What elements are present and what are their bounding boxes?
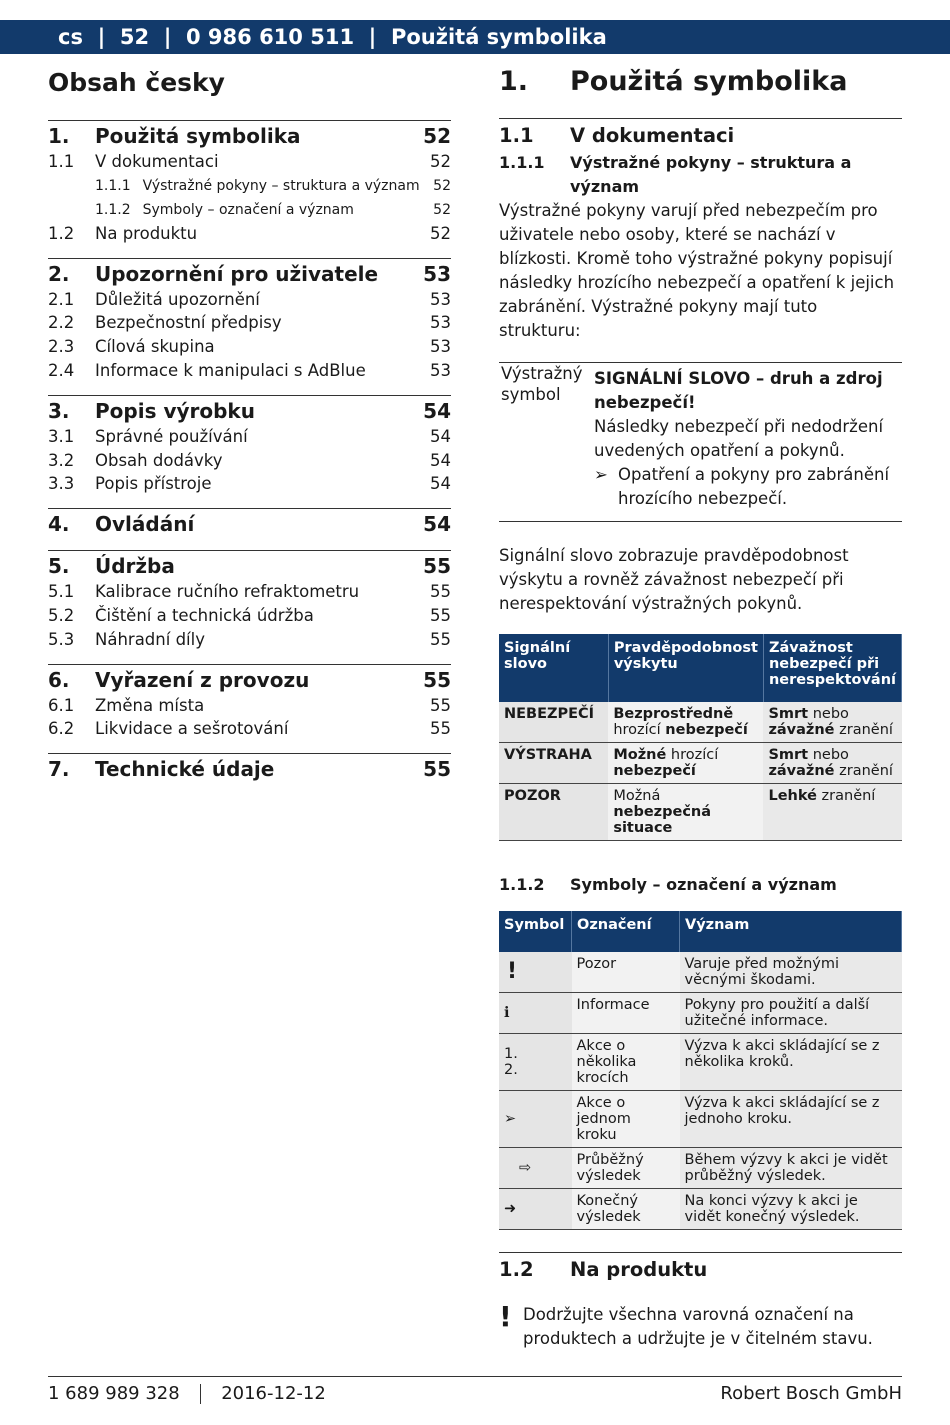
main-content [499, 66, 902, 1351]
cell-text: nebo [808, 706, 849, 722]
table-row [499, 784, 902, 841]
consequence-text: Následky nebezpečí při nedodržení uvedených opatření a pokynů. [594, 417, 884, 460]
toc-page: 55 [430, 605, 451, 625]
toc-title-text: Obsah dodávky [95, 450, 223, 470]
toc-number: 1.1 [48, 152, 75, 171]
toc-page: 55 [430, 719, 451, 739]
toc-title-text: Na produktu [95, 223, 198, 243]
subsubsection-number: 1.1.1 [499, 153, 545, 172]
symbol-table-header: Význam [680, 911, 902, 952]
single-step-arrow-icon: ➢ [499, 1091, 572, 1148]
toc-number: 2.3 [48, 337, 75, 357]
toc-page: 53 [430, 289, 451, 309]
toc-entry[interactable] [48, 604, 451, 628]
toc-page: 53 [430, 313, 451, 333]
subsubsection-title: Výstražné pokyny – struktura a význam [570, 153, 852, 196]
symbol-name: Konečný výsledek [572, 1189, 680, 1230]
table-row [499, 1034, 902, 1091]
table-row [499, 993, 902, 1034]
toc-title-text: Technické údaje [95, 757, 275, 782]
cell-text: nebezpečná situace [613, 804, 712, 836]
cell-text: Lehké [768, 788, 817, 804]
toc-title-text: Změna místa [95, 695, 205, 715]
cell-text: nebezpečí [665, 722, 748, 738]
toc-number: 6.2 [48, 719, 75, 739]
cell-text: nebo [808, 747, 849, 763]
cell-text: Smrt [768, 706, 809, 722]
toc-entry[interactable] [48, 449, 451, 473]
toc-title-text: Náhradní díly [95, 629, 205, 649]
toc-page: 55 [423, 757, 451, 782]
symbol-name: Pozor [572, 952, 680, 993]
toc-title-text: Bezpečnostní předpisy [95, 313, 282, 333]
severity-cell [763, 702, 901, 743]
cell-text: zranění [834, 763, 893, 779]
intermediate-result-icon: ⇨ [499, 1148, 572, 1189]
toc-number: 2.1 [48, 289, 75, 309]
toc-section [48, 120, 451, 246]
cell-text: Bezprostředně [613, 706, 734, 722]
severity-cell [763, 784, 901, 841]
subsubsection-heading [499, 151, 902, 199]
cell-text: Smrt [768, 747, 809, 763]
toc-entry[interactable] [48, 150, 451, 174]
toc-number: 6.1 [48, 695, 75, 715]
symbol-table [499, 911, 902, 1230]
toc-title-text: Likvidace a sešrotování [95, 719, 289, 739]
table-row [499, 1148, 902, 1189]
toc-title-text: Důležitá upozornění [95, 289, 260, 309]
subsection-heading-2 [499, 1255, 902, 1285]
subsection-number: 1.2 [499, 1258, 534, 1281]
toc-number: 3.1 [48, 426, 75, 446]
table-row [499, 1189, 902, 1230]
toc-number: 5.2 [48, 605, 75, 625]
table-row [499, 1091, 902, 1148]
toc-entry[interactable] [48, 628, 451, 652]
toc-entry[interactable] [48, 472, 451, 496]
symbol-name: Akce o jednom kroku [572, 1091, 680, 1148]
product-note [499, 1300, 902, 1351]
table-row [499, 702, 902, 743]
toc-entry[interactable] [48, 261, 451, 288]
signal-word: VÝSTRAHA [499, 743, 608, 784]
toc-number: 1. [48, 124, 70, 148]
measure-text: Opatření a pokyny pro zabránění hrozícího nebezpečí. [618, 465, 890, 508]
toc-page: 54 [423, 512, 451, 537]
toc-page: 53 [423, 261, 451, 286]
signal-intro-paragraph: Signální slovo zobrazuje pravděpodobnost výskytu a rovněž závažnost nebezpečí při nerespektování výstražných pokynů. [499, 546, 849, 613]
toc-entry[interactable] [48, 222, 451, 246]
cell-text: hrozící [613, 722, 666, 738]
section-number: 1. [499, 66, 529, 97]
info-icon: ℹ [499, 993, 572, 1034]
toc-number: 1.2 [48, 223, 75, 243]
toc-page: 54 [430, 426, 451, 446]
toc-entry[interactable] [48, 553, 451, 580]
toc-entry[interactable] [48, 667, 451, 694]
toc-section [48, 258, 451, 383]
page-footer [48, 1376, 902, 1404]
toc-number: 6. [48, 667, 70, 692]
cell-text: závažné [768, 763, 835, 779]
signal-table-header: Signální slovo [499, 634, 608, 702]
toc-entry[interactable] [48, 311, 451, 335]
toc-entry[interactable] [48, 580, 451, 604]
toc-page: 52 [430, 223, 451, 243]
subsubsection-number: 1.1.2 [499, 875, 545, 894]
toc-entry[interactable] [48, 694, 451, 718]
separator [200, 1384, 202, 1404]
toc-number: 4. [48, 512, 70, 537]
cell-text: závažné [768, 722, 835, 738]
symbol-name: Průběžný výsledek [572, 1148, 680, 1189]
toc-page: 55 [423, 667, 451, 692]
symbol-meaning: Výzva k akci skládající se z několika kroků. [680, 1034, 902, 1091]
subsection-title: V dokumentaci [570, 124, 735, 147]
toc-entry[interactable] [48, 123, 451, 150]
doc-date: 2016-12-12 [221, 1383, 326, 1404]
toc-entry[interactable] [48, 717, 451, 741]
symbol-table-header: Symbol [499, 911, 572, 952]
toc-entry[interactable] [48, 174, 451, 198]
toc-title-text: Vyřazení z provozu [95, 667, 310, 692]
toc-page: 53 [430, 337, 451, 357]
toc-title-text: Cílová skupina [95, 337, 215, 357]
symbol-meaning: Výzva k akci skládající se z jednoho kroku. [680, 1091, 902, 1148]
toc-page: 55 [430, 695, 451, 715]
cell-text: nebezpečí [613, 763, 696, 779]
toc-page: 55 [423, 554, 451, 579]
toc-entry[interactable] [48, 288, 451, 312]
probability-cell [608, 743, 763, 784]
toc-title-text: Výstražné pokyny – struktura a význam [142, 177, 420, 194]
toc-number: 2.2 [48, 313, 75, 333]
toc-title: Obsah česky [48, 68, 225, 97]
signal-word: NEBEZPEČÍ [499, 702, 608, 743]
toc-number: 3.2 [48, 450, 75, 470]
intro-paragraph: Výstražné pokyny varují před nebezpečím pro uživatele nebo osoby, které se nachází v blízkosti. Kromě toho výstražné pokyny popisují následky hrozícího nebezpečí a opatření k jejich zabránění. Výstražné pokyny mají tuto strukturu: [499, 201, 895, 340]
cell-text: zranění [834, 722, 893, 738]
toc-page: 54 [423, 398, 451, 423]
symbol-table-header: Označení [572, 911, 680, 952]
toc-number: 1.1.1 [95, 177, 131, 194]
section-title: Použitá symbolika [570, 66, 848, 97]
toc-page: 55 [430, 629, 451, 649]
toc-title-text: Kalibrace ručního refraktometru [95, 582, 360, 602]
toc-entry[interactable] [48, 198, 451, 222]
toc-title-text: Upozornění pro uživatele [95, 261, 379, 286]
toc-number: 2. [48, 261, 70, 286]
toc-number: 5.3 [48, 629, 75, 649]
toc-page: 52 [430, 152, 451, 171]
symbol-meaning: Během výzvy k akci je vidět průběžný výsledek. [680, 1148, 902, 1189]
final-result-icon: ➜ [499, 1189, 572, 1230]
toc-title-text: Popis přístroje [95, 474, 212, 494]
toc-page: 54 [430, 450, 451, 470]
toc-page: 52 [433, 177, 451, 194]
signal-table-header: Závažnost nebezpečí při nerespektování [763, 634, 901, 702]
toc-section [48, 508, 451, 538]
signal-table-header: Pravděpodobnost výskytu [608, 634, 763, 702]
doc-number: 1 689 989 328 [48, 1383, 180, 1404]
symbol-meaning: Pokyny pro použití a další užitečné informace. [680, 993, 902, 1034]
numbered-steps-icon: 1. 2. [499, 1034, 572, 1091]
toc-number: 3. [48, 398, 70, 423]
severity-cell [763, 743, 901, 784]
company-name: Robert Bosch GmbH [720, 1383, 902, 1404]
toc-section [48, 550, 451, 651]
cell-text: zranění [816, 788, 876, 804]
table-of-contents [48, 66, 451, 795]
table-row [499, 952, 902, 993]
page-header: cs | 52 | 0 986 610 511 | Použitá symbolika [0, 20, 950, 54]
toc-entry[interactable] [48, 756, 451, 783]
table-row [499, 743, 902, 784]
toc-entry[interactable] [48, 425, 451, 449]
symbol-meaning: Na konci výzvy k akci je vidět konečný výsledek. [680, 1189, 902, 1230]
toc-title-text: Informace k manipulaci s AdBlue [95, 360, 366, 380]
toc-title-text: Popis výrobku [95, 398, 255, 423]
toc-number: 7. [48, 757, 70, 782]
toc-number: 5.1 [48, 582, 75, 602]
section-heading [499, 66, 902, 118]
toc-entry[interactable] [48, 359, 451, 383]
toc-title-text: V dokumentaci [95, 152, 219, 171]
toc-entry[interactable] [48, 398, 451, 425]
toc-page: 54 [430, 474, 451, 494]
toc-number: 3.3 [48, 474, 75, 494]
probability-cell [608, 702, 763, 743]
signal-word: POZOR [499, 784, 608, 841]
toc-title-text: Údržba [95, 554, 175, 579]
toc-page: 55 [430, 582, 451, 602]
subsection-heading [499, 121, 902, 151]
toc-number: 1.1.2 [95, 201, 131, 218]
toc-entry[interactable] [48, 335, 451, 359]
probability-cell [608, 784, 763, 841]
warning-structure-table [499, 362, 902, 522]
toc-section [48, 664, 451, 742]
exclamation-icon: ! [499, 952, 572, 993]
toc-page: 52 [433, 201, 451, 218]
subsubsection-heading-2 [499, 873, 902, 903]
cell-text: Možné [613, 747, 667, 763]
toc-number: 5. [48, 554, 70, 579]
subsection-title: Na produktu [570, 1258, 708, 1281]
product-note-text: Dodržujte všechna varovná označení na produktech a udržujte je v čitelném stavu. [523, 1305, 873, 1348]
symbol-meaning: Varuje před možnými věcnými škodami. [680, 952, 902, 993]
toc-section [48, 395, 451, 496]
toc-section [48, 753, 451, 783]
toc-title-text: Správné používání [95, 426, 248, 446]
toc-title-text: Použitá symbolika [95, 124, 301, 148]
toc-title-text: Symboly – označení a význam [142, 201, 354, 218]
arrow-icon: ➢ [594, 465, 608, 484]
warning-symbol-label: Výstražný symbol [501, 364, 583, 404]
cell-text: Možná [613, 788, 661, 804]
subsubsection-title: Symboly – označení a význam [570, 875, 837, 894]
symbol-name: Akce o několika krocích [572, 1034, 680, 1091]
toc-title-text: Ovládání [95, 512, 195, 537]
toc-page: 53 [430, 360, 451, 380]
signal-word-line: SIGNÁLNÍ SLOVO – druh a zdroj nebezpečí! [594, 369, 883, 412]
signal-word-table [499, 634, 902, 841]
symbol-name: Informace [572, 993, 680, 1034]
toc-title-text: Čištění a technická údržba [95, 605, 314, 625]
subsection-number: 1.1 [499, 124, 534, 147]
toc-number: 2.4 [48, 360, 75, 380]
cell-text: hrozící [666, 747, 719, 763]
exclamation-icon: ! [499, 1300, 512, 1333]
toc-entry[interactable] [48, 511, 451, 538]
toc-page: 52 [423, 124, 451, 148]
